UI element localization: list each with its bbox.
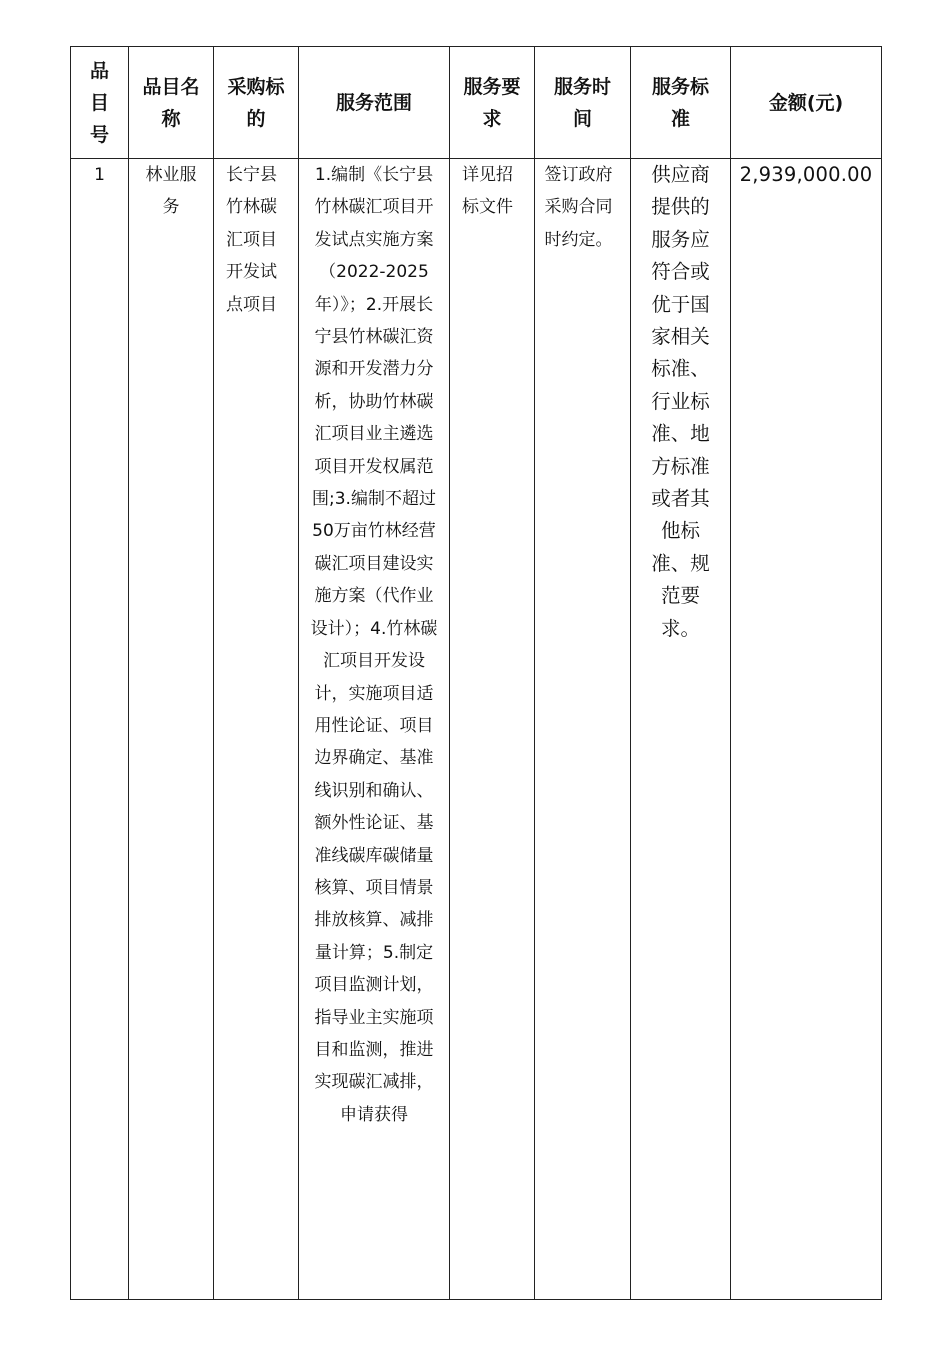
header-service-standard: 服务标准 [631, 47, 731, 159]
header-item-number: 品目号 [71, 47, 129, 159]
cell-item-number: 1 [71, 159, 129, 1300]
cell-service-time: 签订政府采购合同时约定。 [535, 159, 631, 1300]
table-row [71, 159, 882, 1300]
cell-procurement-target: 长宁县竹林碳汇项目开发试点项目 [214, 159, 299, 1300]
procurement-table [70, 46, 882, 1300]
header-service-time: 服务时间 [535, 47, 631, 159]
cell-amount: 2,939,000.00 [731, 159, 882, 1300]
header-item-name: 品目名称 [129, 47, 214, 159]
cell-service-scope: 1.编制《长宁县竹林碳汇项目开发试点实施方案（2022-2025年）》；2.开展长宁县竹林碳汇资源和开发潜力分析，协助竹林碳汇项目业主遴选项目开发权属范围;3.编制不超过50万亩竹林经营碳汇项目建设实施方案（代作业设计）；4.竹林碳汇项目开发设计，实施项目适用性论证、项目边界确定、基准线识别和确认、额外性论证、基准线碳库碳储量核算、项目情景排放核算、减排量计算；5.制定项目监测计划，指导业主实施项目和监测，推进实现碳汇减排，申请获得 [299, 159, 450, 1300]
header-row [71, 47, 882, 159]
header-procurement-target: 采购标的 [214, 47, 299, 159]
cell-service-requirement: 详见招标文件 [450, 159, 535, 1300]
header-service-requirement: 服务要求 [450, 47, 535, 159]
cell-service-standard: 供应商提供的服务应符合或优于国家相关标准、行业标准、地方标准或者其他标准、规范要求。 [631, 159, 731, 1300]
cell-item-name: 林业服务 [129, 159, 214, 1300]
header-amount: 金额(元) [731, 47, 882, 159]
header-service-scope: 服务范围 [299, 47, 450, 159]
